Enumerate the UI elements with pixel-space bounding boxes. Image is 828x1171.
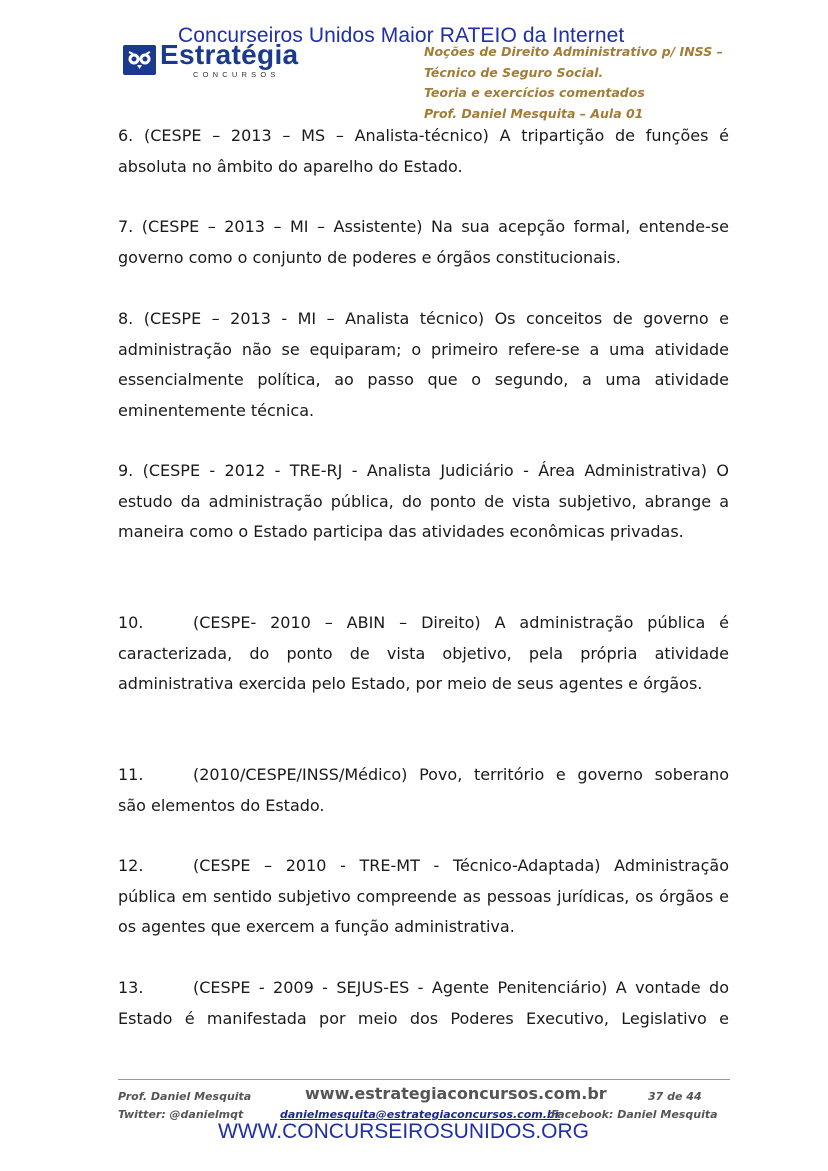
course-subtitle-line: Técnico de Seguro Social. — [424, 64, 604, 80]
question-number: 10. — [118, 613, 144, 632]
question-item — [93, 973, 729, 1034]
watermark-bottom: WWW.CONCURSEIROSUNIDOS.ORG — [218, 1120, 589, 1143]
course-header — [424, 42, 764, 124]
question-number: 9. — [118, 461, 134, 480]
footer-facebook: Facebook: Daniel Mesquita — [551, 1108, 718, 1121]
question-number: 7. — [118, 217, 134, 236]
logo-subtitle: CONCURSOS — [193, 70, 280, 79]
question-item — [93, 456, 729, 548]
question-number: 8. — [118, 309, 134, 328]
question-item — [93, 304, 729, 426]
question-text: (CESPE – 2013 - MI – Analista técnico) Os conceitos de governo e administração não se equiparam; o primeiro refere-se a uma atividade essencialmente política, ao passo que o segundo, a uma atividade eminentemente técnica. — [118, 309, 729, 420]
question-item — [93, 760, 729, 821]
question-text: (2010/CESPE/INSS/Médico) Povo, território e governo soberano são elementos do Estado. — [118, 765, 729, 815]
course-title-line: Noções de Direito Administrativo p/ INSS – — [424, 44, 723, 59]
question-item — [93, 212, 729, 273]
owl-logo-icon — [123, 45, 156, 75]
question-text: (CESPE - 2009 - SEJUS-ES - Agente Penitenciário) A vontade do Estado é manifestada por meio dos Poderes Executivo, Legislativo e — [118, 978, 729, 1028]
footer-professor: Prof. Daniel Mesquita — [118, 1090, 252, 1103]
question-number: 12. — [118, 856, 144, 875]
watermark-top: Concurseiros Unidos Maior RATEIO da Internet — [178, 24, 625, 47]
footer-email-link[interactable]: danielmesquita@estrategiaconcursos.com.br — [280, 1108, 561, 1121]
footer-divider — [118, 1079, 730, 1080]
course-lesson-line: Prof. Daniel Mesquita – Aula 01 — [424, 105, 644, 121]
question-text: (CESPE- 2010 – ABIN – Direito) A administração pública é caracterizada, do ponto de vista objetivo, pela própria atividade administrativa exercida pelo Estado, por meio de seus agentes e órgãos. — [118, 613, 729, 693]
question-number: 6. — [118, 126, 134, 145]
footer-page-number: 37 de 44 — [648, 1090, 702, 1103]
logo-wordmark: Estratégia — [160, 39, 299, 70]
question-text: (CESPE – 2013 – MI – Assistente) Na sua acepção formal, entende-se governo como o conjunto de poderes e órgãos constitucionais. — [118, 217, 729, 267]
footer-twitter: Twitter: @danielmqt — [118, 1108, 244, 1121]
course-description-line: Teoria e exercícios comentados — [424, 85, 645, 100]
question-text: (CESPE - 2012 - TRE-RJ - Analista Judiciário - Área Administrativa) O estudo da administração pública, do ponto de vista subjetivo, abrange a maneira como o Estado participa das atividades econômicas privadas. — [118, 461, 729, 541]
question-text: (CESPE – 2013 – MS – Analista-técnico) A tripartição de funções é absoluta no âmbito do aparelho do Estado. — [118, 126, 729, 176]
question-item — [93, 121, 729, 182]
question-number: 11. — [118, 765, 144, 784]
question-item — [93, 608, 729, 700]
question-number: 13. — [118, 978, 144, 997]
question-text: (CESPE – 2010 - TRE-MT - Técnico-Adaptada) Administração pública em sentido subjetivo compreende as pessoas jurídicas, os órgãos e os agentes que exercem a função administrativa. — [118, 856, 729, 936]
question-item — [93, 851, 729, 943]
footer-website-link[interactable]: www.estrategiaconcursos.com.br — [305, 1084, 607, 1103]
estrategia-logo — [123, 39, 313, 80]
